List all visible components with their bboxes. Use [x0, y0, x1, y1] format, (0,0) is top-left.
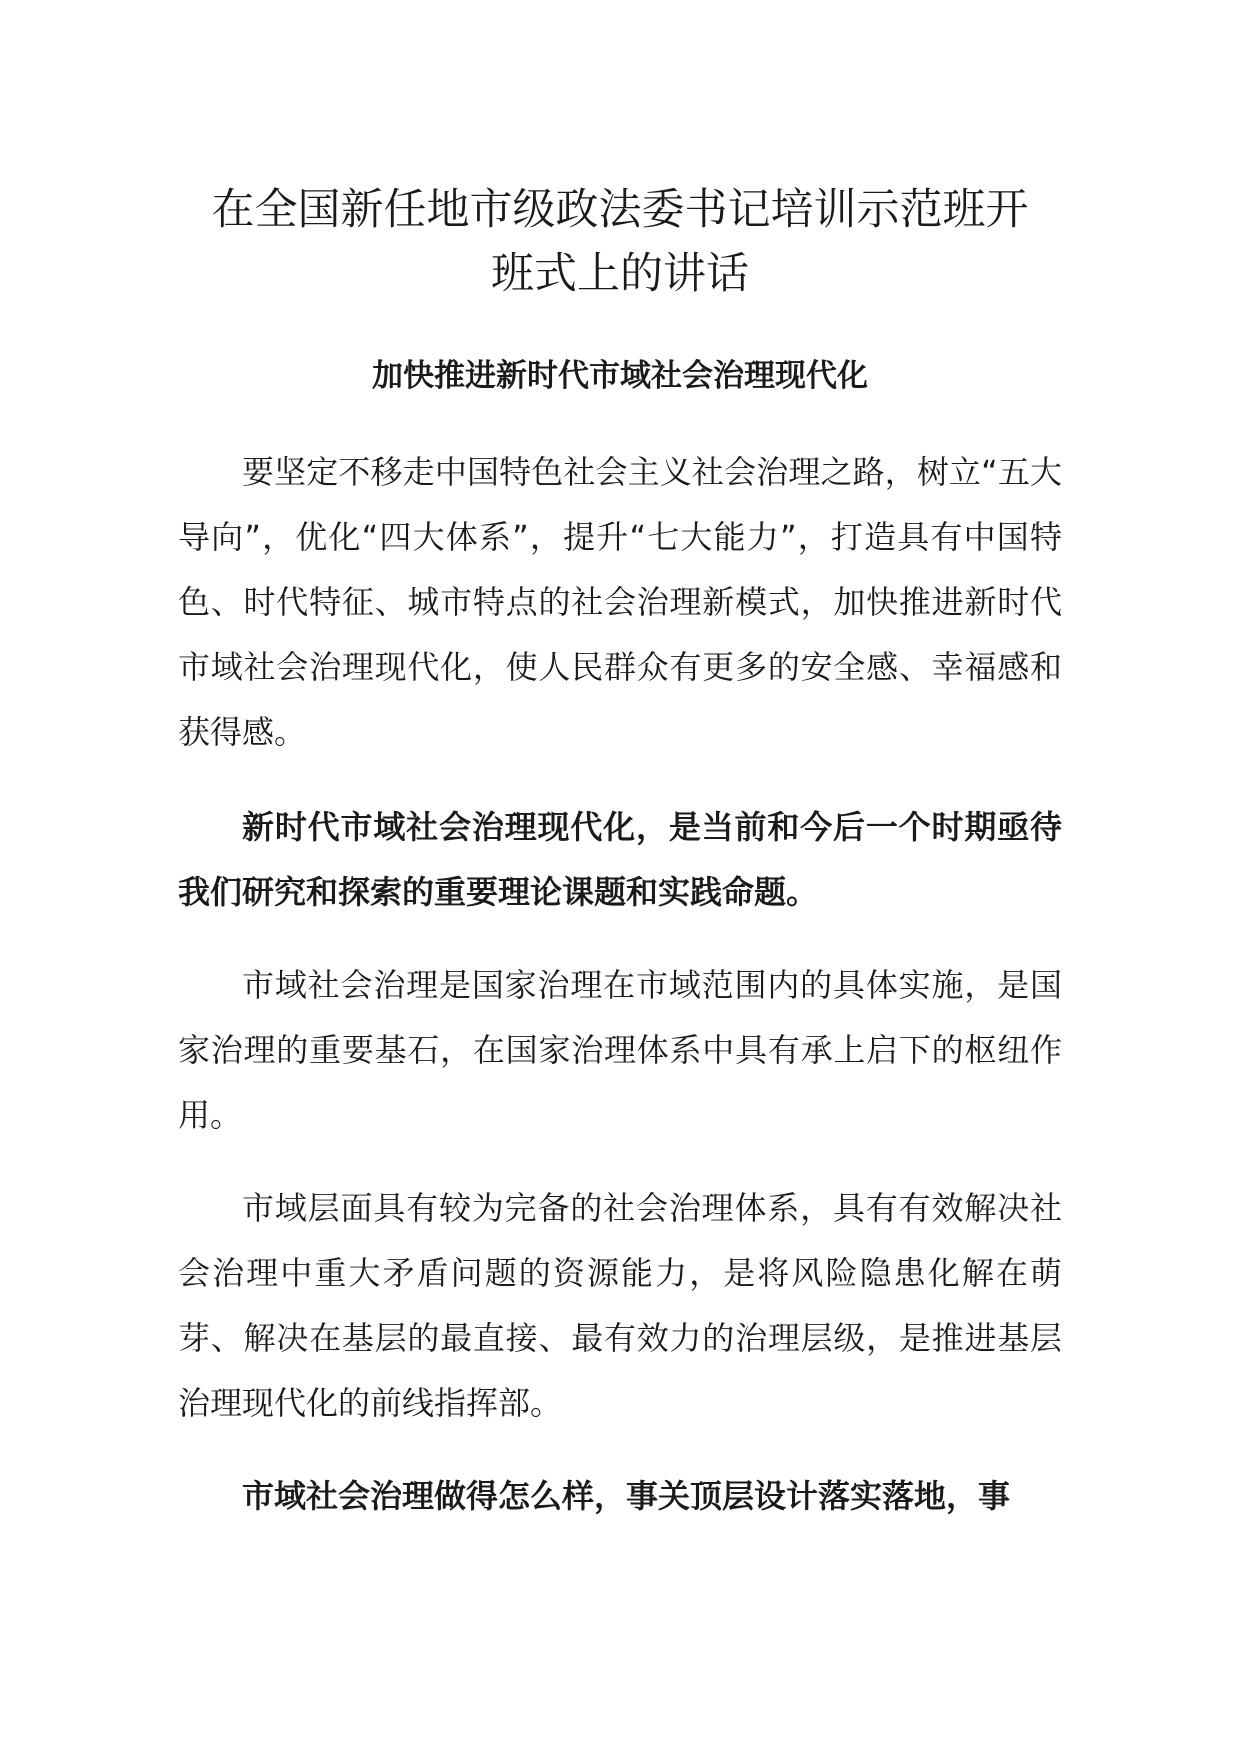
- title-line-1: 在全国新任地市级政法委书记培训示范班开: [211, 185, 1029, 235]
- document-body: [178, 178, 1062, 1529]
- title-line-2: 班式上的讲话: [491, 249, 749, 299]
- paragraph-2-emphasis: 新时代市域社会治理现代化，是当前和今后一个时期亟待我们研究和探索的重要理论课题和实践命题。: [178, 808, 1062, 911]
- paragraph-4: 市域层面具有较为完备的社会治理体系，具有有效解决社会治理中重大矛盾问题的资源能力，是将风险隐患化解在萌芽、解决在基层的最直接、最有效力的治理层级，是推进基层治理现代化的前线指挥部。: [178, 1189, 1062, 1422]
- paragraph-1: 要坚定不移走中国特色社会主义社会治理之路，树立“五大导向”，优化“四大体系”，提升“七大能力”，打造具有中国特色、时代特征、城市特点的社会治理新模式，加快推进新时代市域社会治理现代化，使人民群众有更多的安全感、幸福感和获得感。: [178, 453, 1062, 751]
- document-subtitle: 加快推进新时代市域社会治理现代化: [372, 358, 868, 394]
- document-title: [178, 178, 1062, 306]
- paragraph-3: 市域社会治理是国家治理在市域范围内的具体实施，是国家治理的重要基石，在国家治理体系中具有承上启下的枢纽作用。: [178, 966, 1062, 1134]
- paragraph-5-emphasis: 市域社会治理做得怎么样，事关顶层设计落实落地，事: [242, 1477, 1011, 1515]
